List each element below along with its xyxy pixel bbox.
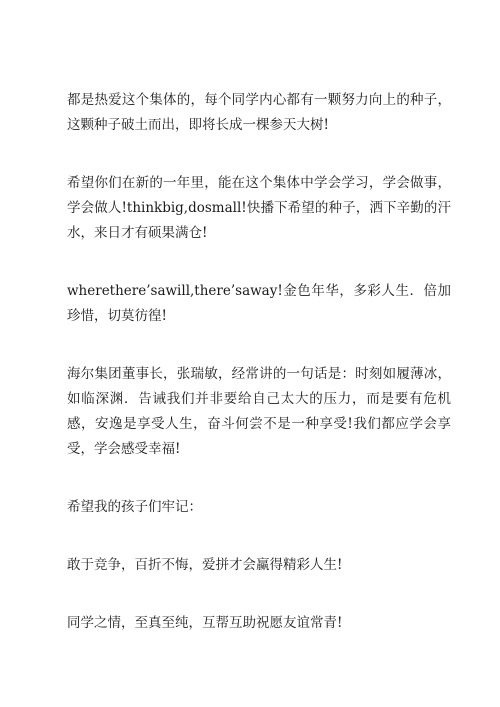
paragraph-2: 希望你们在新的一年里，能在这个集体中学会学习，学会做事，学会做人!thinkbig,dosmall!快播下希望的种子，洒下辛勤的汗水，来日才有硕果满仓! <box>67 175 451 241</box>
paragraph-4: 海尔集团董事长，张瑞敏，经常讲的一句话是：时刻如履薄冰，如临深渊．告诫我们并非要给自己太大的压力，而是要有危机感，安逸是享受人生，奋斗何尝不是一种享受!我们都应学会享受，学会感受幸福! <box>67 366 451 457</box>
paragraph-3: wherethere’sawill,there’saway!金色年华，多彩人生．倍加珍惜，切莫彷徨! <box>67 283 451 324</box>
paragraph-5: 希望我的孩子们牢记： <box>67 499 202 515</box>
paragraph-7: 同学之情，至真至纯，互帮互助祝愿友谊常青! <box>67 615 343 631</box>
paragraph-6: 敢于竞争，百折不悔，爱拼才会赢得精彩人生! <box>67 557 343 573</box>
document-body <box>67 88 451 669</box>
paragraph-1: 都是热爱这个集体的，每个同学内心都有一颗努力向上的种子，这颗种子破土而出，即将长成一棵参天大树! <box>67 92 451 133</box>
